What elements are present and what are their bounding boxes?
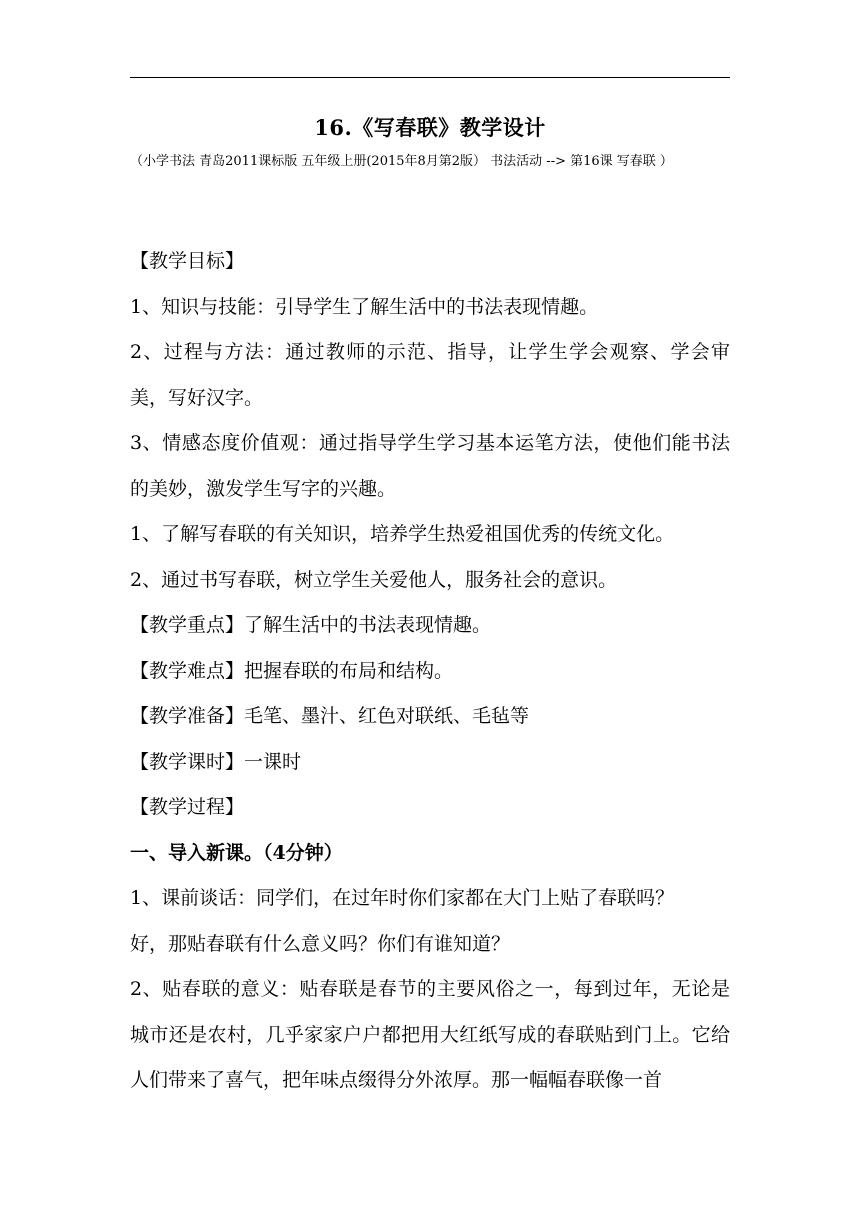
body-paragraph: 【教学重点】了解生活中的书法表现情趣。 [130,614,492,636]
body-paragraph: 【教学过程】 [130,796,245,818]
body-paragraph: 【教学课时】一课时 [130,750,302,773]
header-rule [130,77,730,78]
body-paragraph: 好，那贴春联有什么意义吗？你们有谁知道？ [130,932,511,955]
body-paragraph: 1、课前谈话：同学们，在过年时你们家都在大门上贴了春联吗？ [130,887,675,909]
body-paragraph: 【教学目标】 [130,250,245,272]
body-paragraph: 【教学准备】毛笔、墨汁、红色对联纸、毛毡等 [130,705,530,727]
body-paragraph: 1、知识与技能：引导学生了解生活中的书法表现情趣。 [130,295,599,318]
body-paragraph: 2、过程与方法：通过教师的示范、指导，让学生学会观察、学会审美，写好汉字。 [130,341,730,409]
body-paragraph: 一、导入新课。（4分钟） [130,841,343,864]
document-title: 16.《写春联》教学设计 [314,115,546,140]
body-paragraph: 2、通过书写春联，树立学生关爱他人，服务社会的意识。 [130,568,618,591]
document-body [130,239,730,1104]
document-subtitle: （小学书法 青岛2011课标版 五年级上册(2015年8月第2版） 书法活动 --> 第16课 写春联 ） [130,154,673,169]
body-paragraph: 【教学难点】把握春联的布局和结构。 [130,659,454,682]
body-paragraph: 2、贴春联的意义：贴春联是春节的主要风俗之一，每到过年，无论是城市还是农村，几乎家家户户都把用大红纸写成的春联贴到门上。它给人们带来了喜气，把年味点缀得分外浓厚。那一幅幅春联像一首 [130,978,730,1091]
body-paragraph: 1、了解写春联的有关知识，培养学生热爱祖国优秀的传统文化。 [130,523,675,545]
body-paragraph: 3、情感态度价值观：通过指导学生学习基本运笔方法，使他们能书法的美妙，激发学生写字的兴趣。 [130,432,730,500]
